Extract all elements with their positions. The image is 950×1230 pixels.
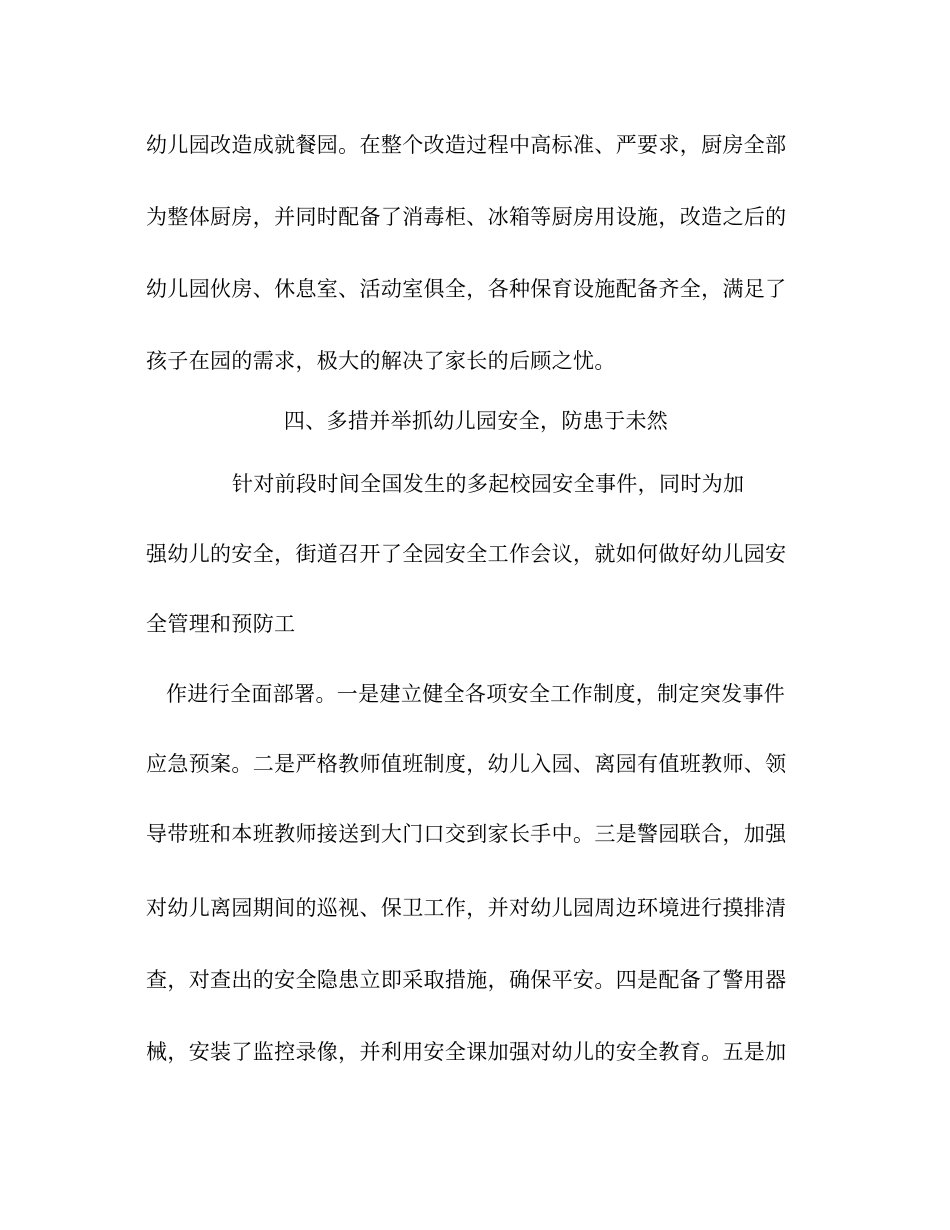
body-text-line: 强幼儿的安全，街道召开了全园安全工作会议，就如何做好幼儿园安 [146,542,787,566]
body-text-line: 对幼儿离园期间的巡视、保卫工作，并对幼儿园周边环境进行摸排清 [146,896,787,920]
body-text-line: 针对前段时间全国发生的多起校园安全事件，同时为加 [232,472,745,496]
body-text-line: 全管理和预防工 [146,612,296,636]
body-text-line: 导带班和本班教师接送到大门口交到家长手中。三是警园联合，加强 [146,822,787,846]
body-text-line: 械，安装了监控录像，并利用安全课加强对幼儿的安全教育。五是加 [146,1040,787,1064]
body-text-line: 作进行全面部署。一是建立健全各项安全工作制度，制定突发事件 [166,682,786,706]
body-text-line: 幼儿园改造成就餐园。在整个改造过程中高标准、严要求，厨房全部 [146,133,787,157]
body-text-line: 应急预案。二是严格教师值班制度，幼儿入园、离园有值班教师、领 [146,752,787,776]
body-text-line: 查，对查出的安全隐患立即采取措施，确保平安。四是配备了警用器 [146,968,787,992]
body-text-line: 孩子在园的需求，极大的解决了家长的后顾之忧。 [146,349,616,373]
body-text-line: 为整体厨房，并同时配备了消毒柜、冰箱等厨房用设施，改造之后的 [146,205,787,229]
section-heading: 四、多措并举抓幼儿园安全，防患于未然 [283,409,669,433]
body-text-line: 幼儿园伙房、休息室、活动室俱全，各种保育设施配备齐全，满足了 [146,277,787,301]
